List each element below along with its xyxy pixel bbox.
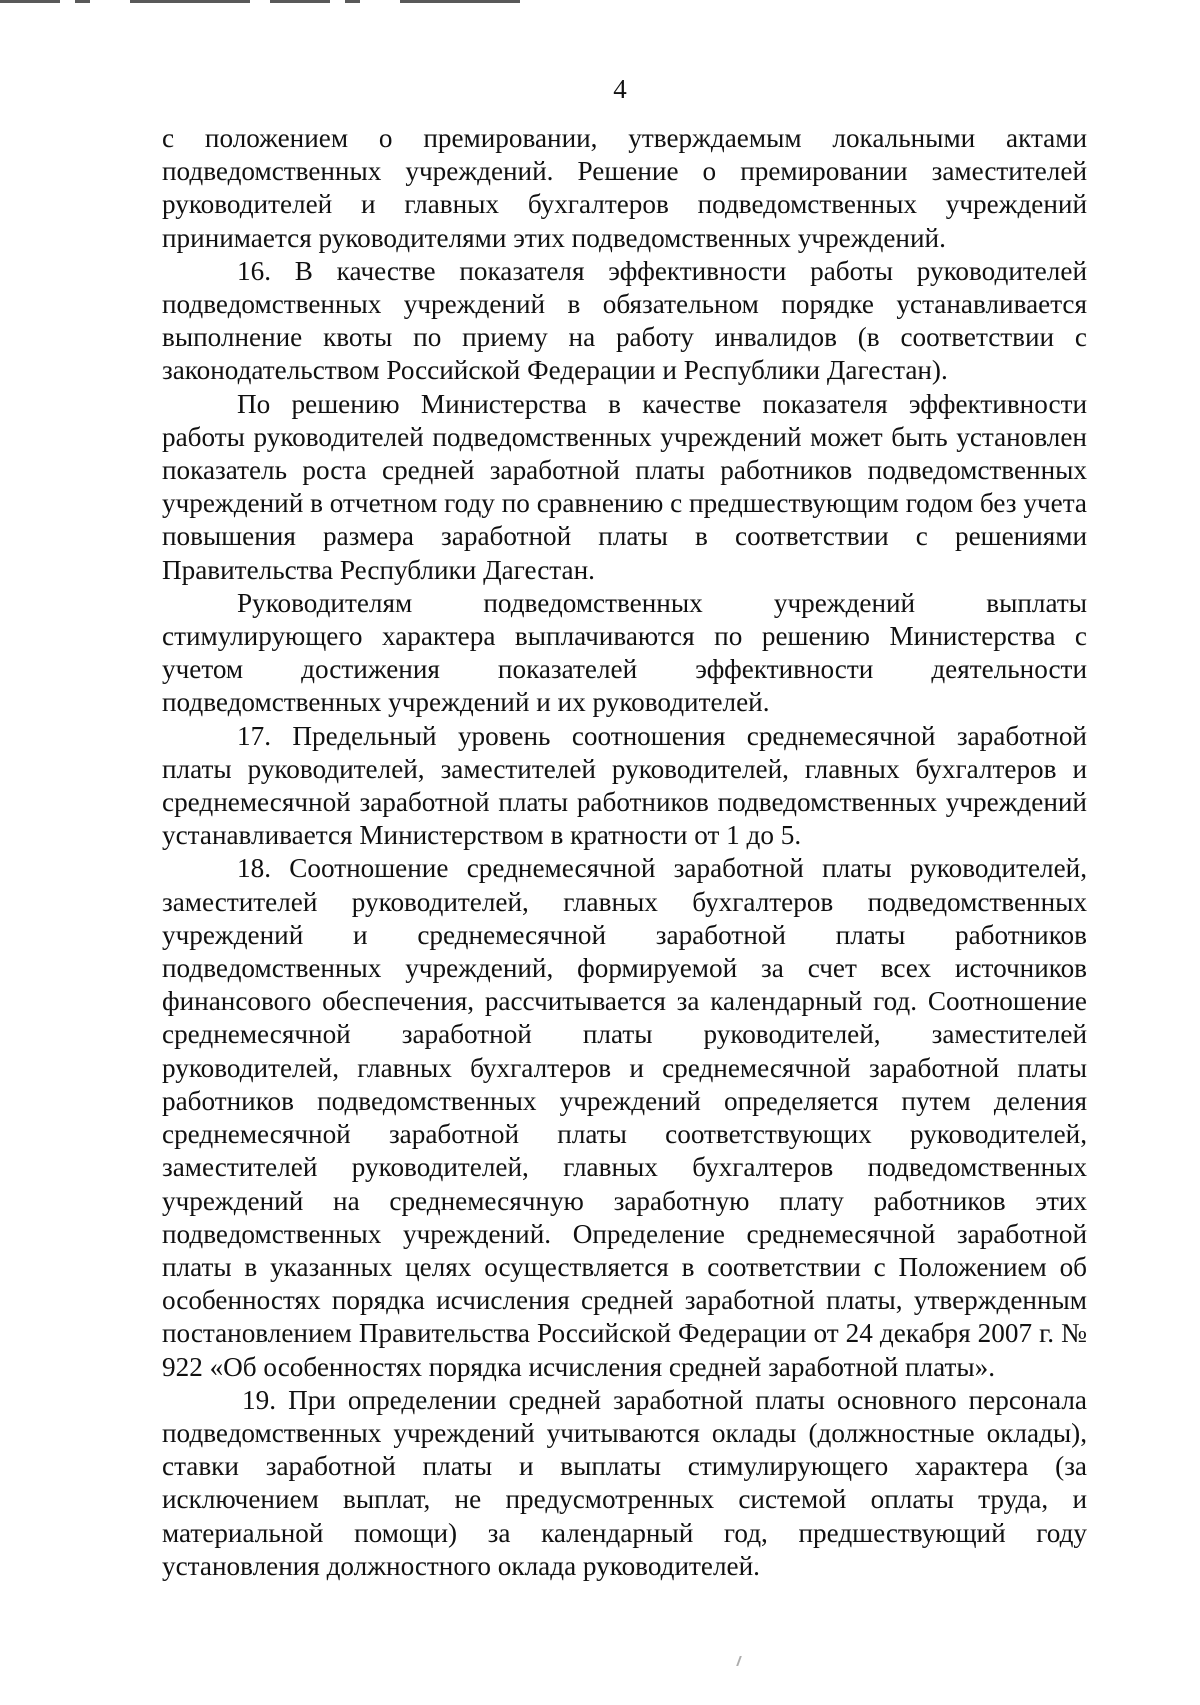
paragraph-16: 16. В качестве показателя эффективности работы руководителей подведомственных учреждений в обязательном порядке устанавливается выполнение квоты по приему на работу инвалидов (в соответствии с законодательством Российской Федерации и Республики Дагестан). <box>162 255 1087 386</box>
paragraph-18: 18. Соотношение среднемесячной заработной платы руководителей, заместителей руководителей, главных бухгалтеров подведомственных учреждений и среднемесячной заработной платы работников подведомственных учреждений, формируемой за счет всех источников финансового обеспечения, рассчитывается за календарный год. Соотношение среднемесячной заработной платы руководителей, заместителей руководителей, главных бухгалтеров и среднемесячной заработной платы работников подведомственных учреждений определяется путем деления среднемесячной заработной платы соответствующих руководителей, заместителей руководителей, главных бухгалтеров подведомственных учреждений на среднемесячную заработную плату работников этих подведомственных учреждений. Определение среднемесячной заработной платы в указанных целях осуществляется в соответствии с Положением об особенностях порядка исчисления средней заработной платы, утвержденным постановлением Правительства Российской Федерации от 24 декабря 2007 г. № 922 «Об особенностях порядка исчисления средней заработной платы». <box>162 853 1087 1382</box>
page-number: 4 <box>613 74 627 104</box>
scan-edge-artifact <box>0 0 520 3</box>
document-body <box>162 122 1087 1583</box>
paragraph-continuation: с положением о премировании, утверждаемым локальными актами подведомственных учреждений. Решение о премировании заместителей руководителей и главных бухгалтеров подведомственных учреждений принимается руководителями этих подведомственных учреждений. <box>162 123 1087 253</box>
paragraph-incentive-payments: Руководителям подведомственных учреждений выплаты стимулирующего характера выплачиваются по решению Министерства с учетом достижения показателей эффективности деятельности подведомственных учреждений и их руководителей. <box>162 587 1087 718</box>
paragraph-17: 17. Предельный уровень соотношения среднемесячной заработной платы руководителей, заместителей руководителей, главных бухгалтеров и среднемесячной заработной платы работников подведомственных учреждений устанавливается Министерством в кратности от 1 до 5. <box>162 720 1087 851</box>
paragraph-ministry-decision: По решению Министерства в качестве показателя эффективности работы руководителей подведомственных учреждений может быть установлен показатель роста средней заработной платы работников подведомственных учреждений в отчетном году по сравнению с предшествующим годом без учета повышения размера заработной платы в соответствии с решениями Правительства Республики Дагестан. <box>162 388 1087 585</box>
paragraph-19: 19. При определении средней заработной платы основного персонала подведомственных учреждений учитываются оклады (должностные оклады), ставки заработной платы и выплаты стимулирующего характера (за исключением выплат, не предусмотренных системой оплаты труда, и материальной помощи) за календарный год, предшествующий году установления должностного оклада руководителей. <box>162 1384 1087 1581</box>
scan-speck <box>736 1656 748 1666</box>
